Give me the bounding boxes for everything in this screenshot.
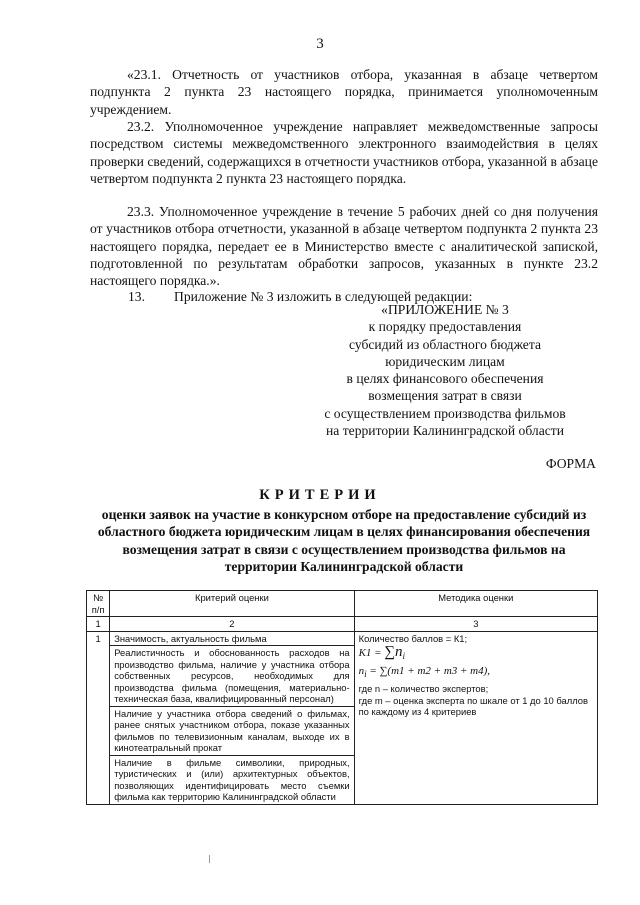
formula-ni: $n_i = \sum(m1 + m2 + m3 + m4)$, (358, 664, 491, 679)
appendix-line: юридическим лицам (385, 353, 505, 369)
column-number: 2 (110, 617, 354, 632)
item-13-text: Приложение № 3 изложить в следующей редакции: (174, 289, 473, 304)
appendix-line: с осуществлением производства фильмов (324, 405, 566, 421)
column-number: 1 (87, 617, 110, 632)
item-13-number: 13. (128, 289, 145, 304)
appendix-line: возмещения затрат в связи (368, 388, 522, 404)
method-line-scale: где m – оценка эксперта по шкале от 1 до 10 баллов по каждому из 4 критериев (358, 694, 588, 718)
criterion-cell: Реалистичность и обоснованность расходов на производство фильма, наличие у участника отбора собственных ресурсов, необходимых для производства фильма (помещения, материально-техническая база, квалифицированный персонал) (110, 646, 354, 707)
page-number: 3 (316, 36, 324, 52)
criterion-cell: Наличие в фильме символики, природных, туристических и (или) архитектурных объектов, позволяющих идентифицировать место съемки фильма как территорию Калининградской области (110, 755, 354, 804)
appendix-line: на территории Калининградской области (326, 423, 564, 439)
appendix-heading (300, 301, 590, 439)
criteria-title: КРИТЕРИИ (259, 487, 381, 503)
method-line-score: Количество баллов = К1; (358, 632, 468, 644)
scan-mark (209, 855, 210, 863)
paragraph-23-2: 23.2. Уполномоченное учреждение направляет межведомственные запросы посредством системы межведомственного электронного взаимодействия в целях проверки сведений, содержащихся в отчетности участников отбора, указанной в абзаце четвертом подпункта 2 пункта 23 настоящего порядка. (90, 119, 598, 186)
column-number: 3 (354, 617, 597, 632)
header-criterion: Критерий оценки (110, 591, 354, 617)
paragraph-23-3: 23.3. Уполномоченное учреждение в течение 5 рабочих дней со дня получения от участников отбора отчетности, указанной в абзаце четвертом подпункта 2 пункта 23 настоящего порядка, передает ее в Министерство вместе с аналитической запиской, подготовленной по результатам обработки запросов, указанных в пункте 23.2 настоящего порядка.». (90, 204, 598, 289)
appendix-line: субсидий из областного бюджета (349, 336, 541, 352)
method-line-experts: где n – количество экспертов; (358, 683, 489, 695)
criteria-subtitle: оценки заявок на участие в конкурсном отборе на предоставление субсидий из областного бюджета юридическим лицам в целях финансирования обеспечения возмещения затрат в связи с осуществлением производства фильмов на территории Калининградской области (97, 507, 591, 574)
appendix-line: в целях финансового обеспечения (346, 371, 544, 387)
criterion-cell: Значимость, актуальность фильма (110, 631, 354, 646)
table-row (87, 631, 598, 646)
criterion-cell: Наличие у участника отбора сведений о фильмах, ранее снятых участником отбора, показе указанных фильмов по телевизионным каналам, выходе их в кинотеатральный прокат (110, 706, 354, 755)
table-column-numbers-row (87, 617, 598, 632)
appendix-line: к порядку предоставления (368, 319, 522, 335)
appendix-line: «ПРИЛОЖЕНИЕ № 3 (381, 302, 509, 317)
method-cell (354, 631, 597, 804)
paragraph-23-1: «23.1. Отчетность от участников отбора, указанная в абзаце четвертом подпункта 2 пункта 23 настоящего порядка, принимается уполномоченным учреждением. (90, 67, 598, 117)
row-number: 1 (87, 631, 110, 804)
form-label: ФОРМА (545, 456, 596, 471)
header-number: № п/п (87, 591, 110, 617)
formula-k1: $К1 = \sum n_i$ (358, 644, 406, 662)
criteria-table (86, 590, 598, 805)
table-header-row (87, 591, 598, 617)
header-method: Методика оценки (354, 591, 597, 617)
